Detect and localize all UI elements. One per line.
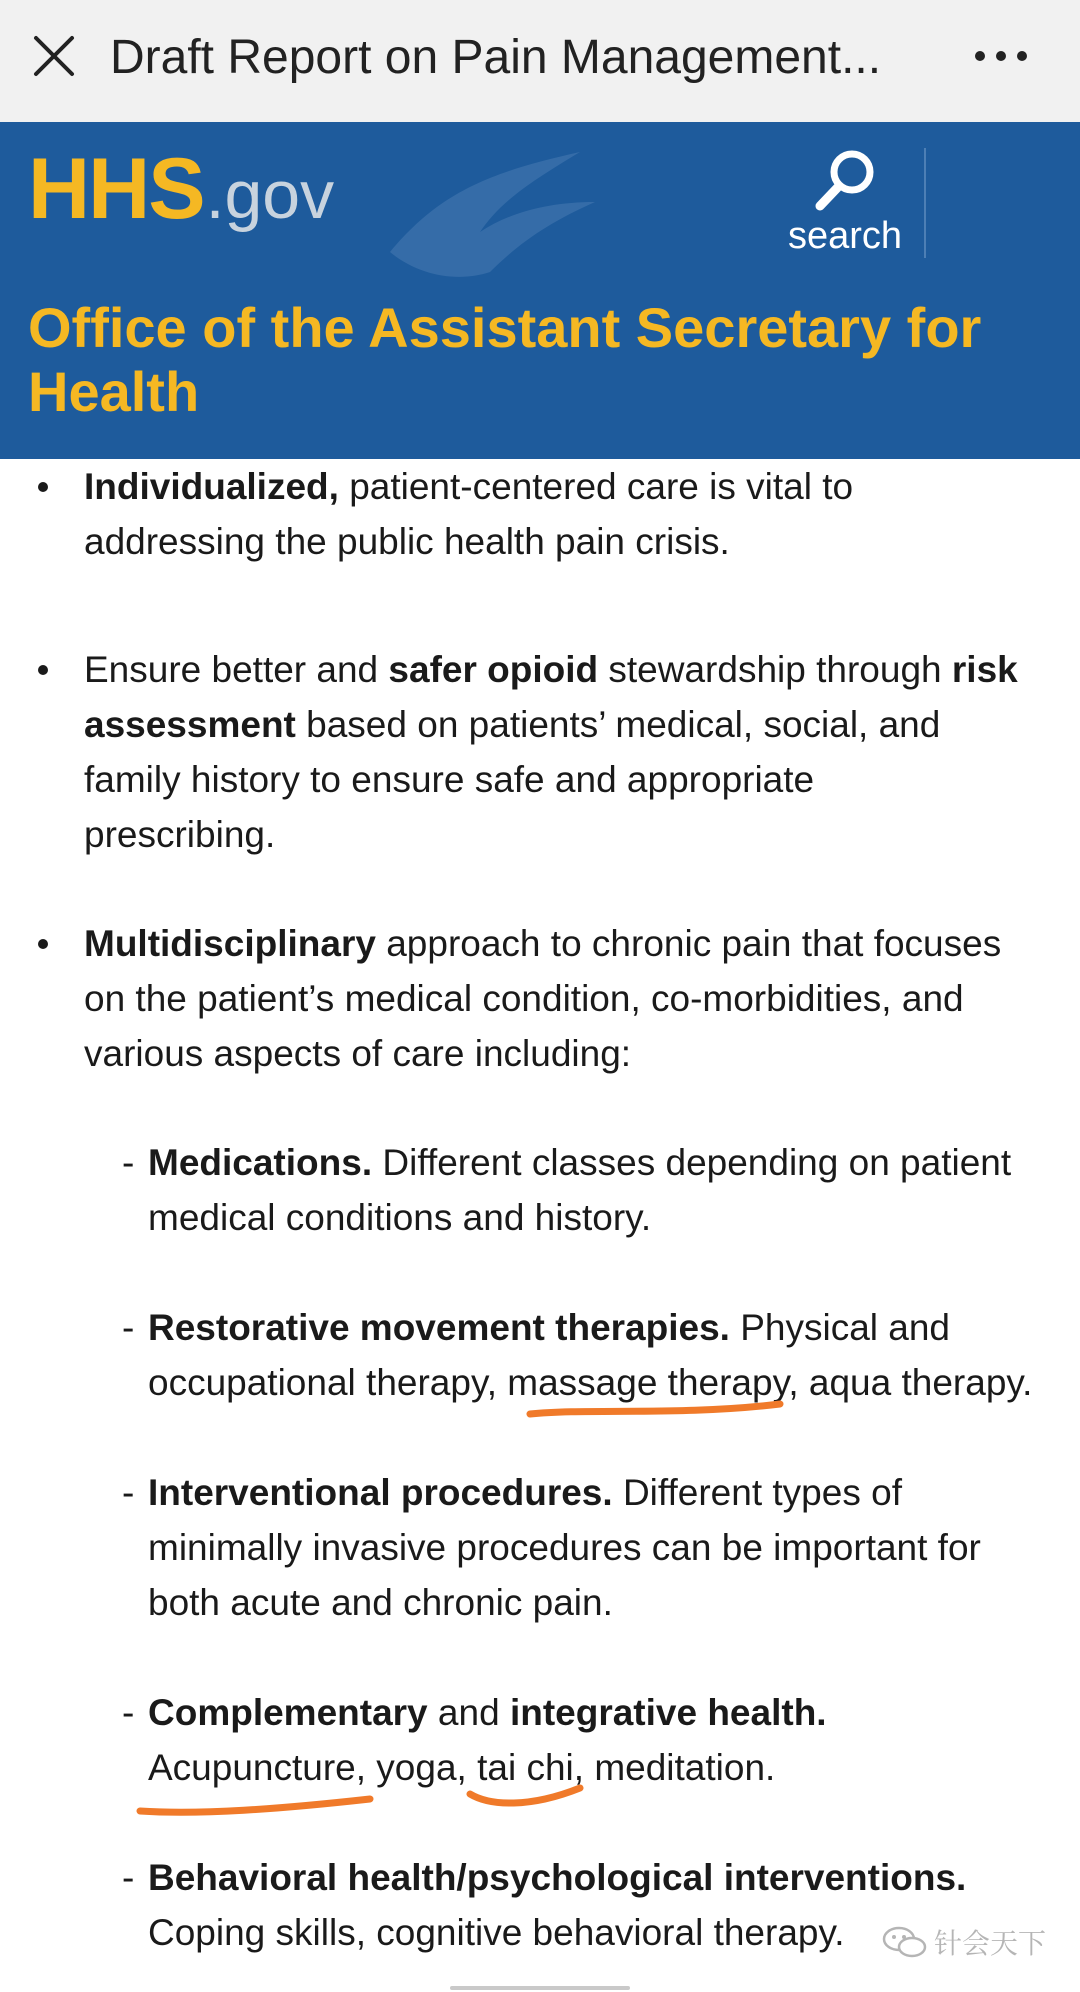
text-segment: Coping skills, cognitive behavioral therapy. (148, 1912, 845, 1953)
sub-dash: - (122, 1307, 135, 1348)
text-line (84, 1026, 1059, 1081)
window-title: Draft Report on Pain Management... (110, 31, 882, 84)
bullet-text (84, 642, 1059, 862)
text-segment: patient-centered care is vital to (338, 466, 854, 507)
page-title: Office of the Assistant Secretary for Health (28, 296, 982, 423)
text-line (138, 1355, 1058, 1410)
text-segment: occupational therapy, massage therapy, aqua therapy. (148, 1362, 1033, 1403)
text-line (138, 1740, 1058, 1795)
text-segment: approach to chronic pain that focuses (375, 923, 1002, 964)
bold-text: risk (951, 649, 1018, 690)
text-line (138, 1465, 1058, 1520)
text-line (138, 1685, 1058, 1740)
bold-text: Medications. (148, 1142, 373, 1183)
bold-text: assessment (84, 704, 296, 745)
bold-text: Multidisciplinary (84, 923, 376, 964)
search-button[interactable] (770, 144, 920, 257)
hhs-logo[interactable] (28, 140, 334, 239)
text-line (138, 1135, 1058, 1190)
bold-text: integrative health. (509, 1692, 827, 1733)
text-line (138, 1190, 1058, 1245)
text-segment: medical conditions and history. (148, 1197, 652, 1238)
text-line (138, 1575, 1058, 1630)
text-segment: both acute and chronic pain. (148, 1582, 613, 1623)
more-options-icon (970, 30, 1032, 82)
text-segment: minimally invasive procedures can be important for (148, 1527, 981, 1568)
wechat-icon (882, 1925, 928, 1959)
text-segment: Acupuncture, yoga, tai chi, meditation. (148, 1747, 776, 1788)
search-label: search (787, 215, 903, 257)
sub-item-text (138, 1465, 1058, 1630)
sub-item-text (138, 1300, 1058, 1410)
text-segment: Different classes depending on patient (372, 1142, 1012, 1183)
text-line (84, 752, 1059, 807)
text-line (84, 697, 1059, 752)
bullet-marker (38, 939, 48, 949)
logo-hhs-text: HHS (28, 141, 204, 237)
text-line (84, 807, 1059, 862)
watermark-text: 针会天下 (934, 1928, 1047, 1959)
scroll-indicator (450, 1986, 630, 1990)
text-line (84, 916, 1059, 971)
sub-dash: - (122, 1142, 135, 1183)
text-segment: addressing the public health pain crisis. (84, 521, 730, 562)
text-line (84, 459, 1059, 514)
close-button[interactable] (28, 30, 80, 82)
text-segment: Different types of (612, 1472, 902, 1513)
bold-text: Restorative movement therapies. (148, 1307, 730, 1348)
header-divider (924, 148, 926, 258)
text-segment: Physical and (729, 1307, 951, 1348)
text-segment: stewardship through (598, 649, 952, 690)
app-top-bar (0, 0, 1080, 122)
bullet-marker (38, 665, 48, 675)
bullet-text (84, 459, 1059, 569)
text-line (84, 642, 1059, 697)
search-icon (808, 144, 882, 214)
wechat-watermark (882, 1922, 1046, 1962)
text-line (84, 971, 1059, 1026)
bold-text: Interventional procedures. (148, 1472, 613, 1513)
text-line (84, 514, 1059, 569)
sub-item-text (138, 1135, 1058, 1245)
text-segment: on the patient’s medical condition, co-morbidities, and (84, 978, 964, 1019)
text-line (138, 1850, 1058, 1905)
more-options-button[interactable] (970, 30, 1032, 82)
bold-text: Individualized, (84, 466, 339, 507)
text-line (138, 1520, 1058, 1575)
sub-dash: - (122, 1472, 135, 1513)
close-icon (28, 30, 80, 82)
bold-text: Behavioral health/psychological interventions. (148, 1857, 967, 1898)
logo-gov-text: .gov (205, 157, 335, 233)
text-segment: Ensure better and (84, 649, 389, 690)
text-segment: various aspects of care including: (84, 1033, 632, 1074)
text-segment: prescribing. (84, 814, 276, 855)
bold-text: safer opioid (388, 649, 599, 690)
text-line (138, 1300, 1058, 1355)
bold-text: Complementary (148, 1692, 428, 1733)
bullet-text (84, 916, 1059, 1081)
bullet-marker (38, 482, 48, 492)
text-segment: and (427, 1692, 510, 1733)
sub-dash: - (122, 1692, 135, 1733)
text-segment: family history to ensure safe and appropriate (84, 759, 815, 800)
hhs-eagle-icon (380, 132, 610, 292)
site-header (0, 122, 1080, 459)
sub-item-text (138, 1685, 1058, 1795)
sub-dash: - (122, 1857, 135, 1898)
text-segment: based on patients’ medical, social, and (295, 704, 941, 745)
